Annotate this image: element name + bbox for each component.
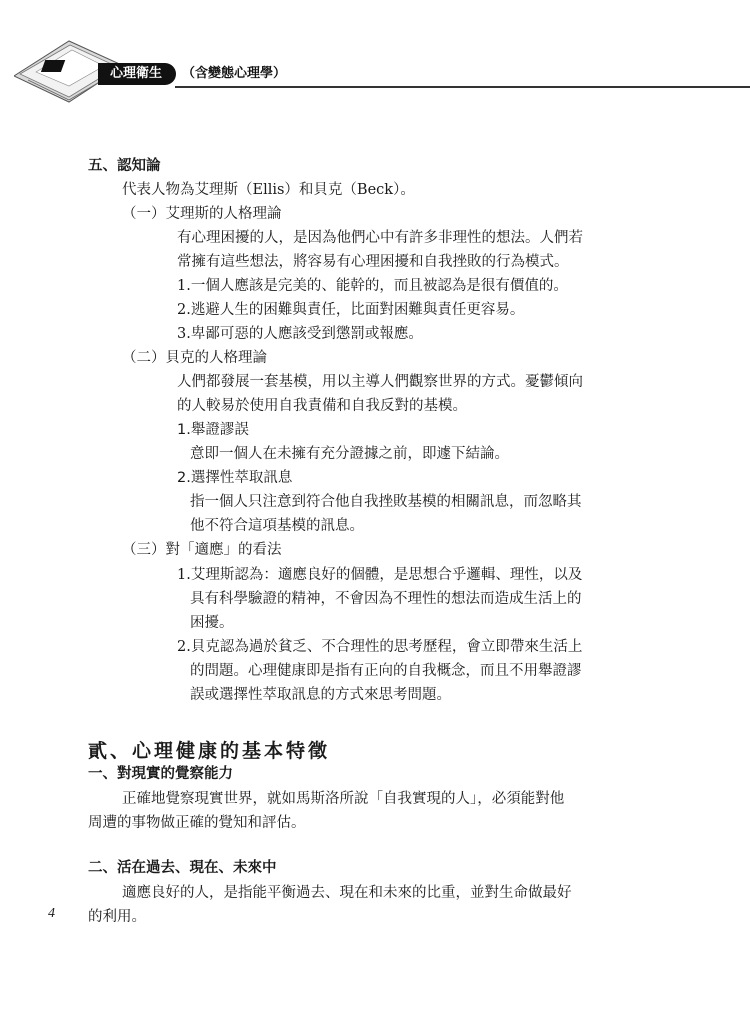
text-line: 3.卑鄙可惡的人應該受到懲罰或報應。 (177, 326, 423, 342)
text-line: 適應良好的人，是指能平衡過去、現在和未來的比重，並對生命做最好 (122, 885, 572, 901)
text-line: 的問題。心理健康即是指有正向的自我概念，而且不用舉證謬 (190, 663, 582, 679)
text-line: 1.一個人應該是完美的、能幹的，而且被認為是很有價值的。 (177, 278, 568, 294)
item-heading: 2.選擇性萃取訊息 (177, 470, 293, 486)
text-line: 他不符合這項基模的訊息。 (190, 518, 364, 534)
subsection-heading: 一、對現實的覺察能力 (88, 766, 233, 782)
page-number: 4 (48, 906, 55, 921)
text-line: 周遭的事物做正確的覺知和評估。 (88, 815, 306, 831)
subsection-heading: 二、活在過去、現在、未來中 (88, 860, 277, 876)
text-line: 困擾。 (190, 615, 234, 631)
text-line: 的利用。 (88, 909, 146, 925)
text-line: 1.艾理斯認為：適應良好的個體，是思想合乎邏輯、理性，以及 (177, 567, 583, 583)
text-line: 有心理困擾的人，是因為他們心中有許多非理性的想法。人們若 (177, 230, 583, 246)
item-heading: 1.舉證謬誤 (177, 422, 249, 438)
text-line: 2.逃避人生的困難與責任，比面對困難與責任更容易。 (177, 302, 525, 318)
text-line: 人們都發展一套基模，用以主導人們觀察世界的方式。憂鬱傾向 (177, 374, 583, 390)
text-line: 正確地覺察現實世界，就如馬斯洛所說「自我實現的人」，必須能對他 (122, 791, 565, 807)
item-heading: （三）對「適應」的看法 (122, 542, 282, 558)
book-subtitle: （含變態心理學） (182, 66, 287, 81)
header-rule (175, 86, 750, 88)
subsection-heading: 五、認知論 (88, 158, 161, 174)
text-line: 誤或選擇性萃取訊息的方式來思考問題。 (190, 687, 451, 703)
text-line: 2.貝克認為過於貧乏、不合理性的思考歷程，會立即帶來生活上 (177, 639, 583, 655)
text-line: 的人較易於使用自我責備和自我反對的基模。 (177, 398, 467, 414)
text-line: 意即一個人在未擁有充分證據之前，即遽下結論。 (190, 446, 509, 462)
text-line: 指一個人只注意到符合他自我挫敗基模的相關訊息，而忽略其 (190, 494, 582, 510)
item-heading: （二）貝克的人格理論 (122, 350, 267, 366)
text-line: 具有科學驗證的精神，不會因為不理性的想法而造成生活上的 (190, 591, 582, 607)
book-title: 心理衛生 (98, 63, 176, 85)
text-line: 代表人物為艾理斯（Ellis）和貝克（Beck）。 (122, 182, 415, 198)
item-heading: （一）艾理斯的人格理論 (122, 206, 282, 222)
page-header (0, 0, 750, 110)
text-line: 常擁有這些想法，將容易有心理困擾和自我挫敗的行為模式。 (177, 254, 569, 270)
section-heading: 貳、心理健康的基本特徵 (88, 740, 331, 762)
